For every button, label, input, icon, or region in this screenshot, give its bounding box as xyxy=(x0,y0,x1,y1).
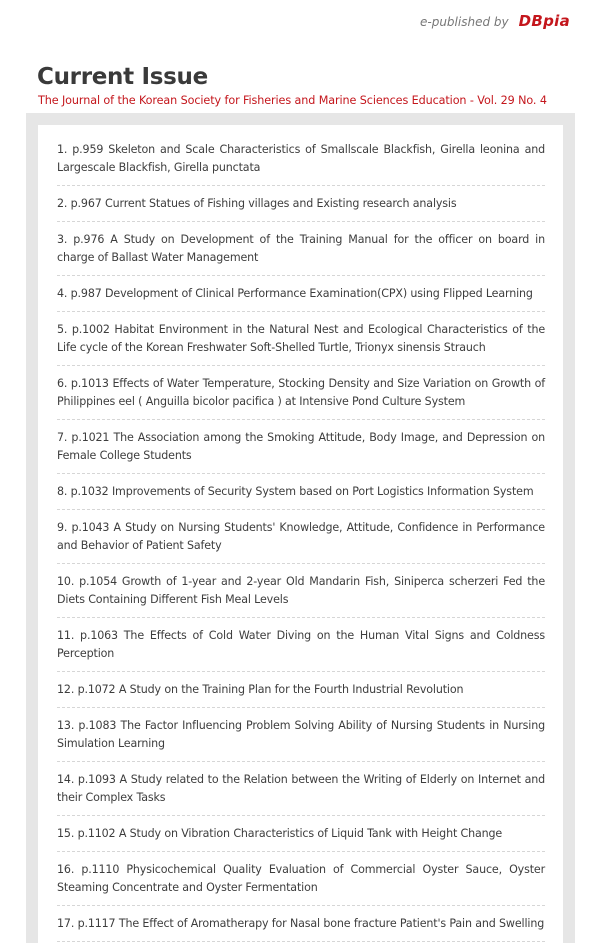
article-list-panel xyxy=(38,125,563,945)
article-item[interactable]: 14. p.1093 A Study related to the Relation between the Writing of Elderly on Internet and their Complex Tasks xyxy=(57,762,545,816)
article-item[interactable]: 15. p.1102 A Study on Vibration Characteristics of Liquid Tank with Height Change xyxy=(57,816,545,852)
article-item[interactable]: 1. p.959 Skeleton and Scale Characteristics of Smallscale Blackfish, Girella leonina and Largescale Blackfish, Girella punctata xyxy=(57,125,545,186)
article-item[interactable]: 7. p.1021 The Association among the Smoking Attitude, Body Image, and Depression on Female College Students xyxy=(57,420,545,474)
article-item[interactable]: 2. p.967 Current Statues of Fishing villages and Existing research analysis xyxy=(57,186,545,222)
article-item[interactable]: 12. p.1072 A Study on the Training Plan for the Fourth Industrial Revolution xyxy=(57,672,545,708)
e-published-by-label: e-published by xyxy=(419,15,509,29)
article-list xyxy=(57,125,545,942)
article-item[interactable]: 6. p.1013 Effects of Water Temperature, Stocking Density and Size Variation on Growth of Philippines eel ( Anguilla bicolor pacifica ) at Intensive Pond Culture System xyxy=(57,366,545,420)
journal-issue-line: The Journal of the Korean Society for Fisheries and Marine Sciences Education - Vol. 29 No. 4 xyxy=(38,94,547,107)
dbpia-logo[interactable]: DBpia xyxy=(518,12,570,30)
article-item[interactable]: 16. p.1110 Physicochemical Quality Evaluation of Commercial Oyster Sauce, Oyster Steaming Concentrate and Oyster Fermentation xyxy=(57,852,545,906)
article-item[interactable]: 8. p.1032 Improvements of Security System based on Port Logistics Information System xyxy=(57,474,545,510)
article-item[interactable]: 4. p.987 Development of Clinical Performance Examination(CPX) using Flipped Learning xyxy=(57,276,545,312)
article-item[interactable]: 9. p.1043 A Study on Nursing Students' Knowledge, Attitude, Confidence in Performance and Behavior of Patient Safety xyxy=(57,510,545,564)
article-item[interactable]: 13. p.1083 The Factor Influencing Problem Solving Ability of Nursing Students in Nursing Simulation Learning xyxy=(57,708,545,762)
publisher-bar xyxy=(420,12,570,30)
article-item[interactable]: 11. p.1063 The Effects of Cold Water Diving on the Human Vital Signs and Coldness Perception xyxy=(57,618,545,672)
article-item[interactable]: 3. p.976 A Study on Development of the Training Manual for the officer on board in charge of Ballast Water Management xyxy=(57,222,545,276)
article-item[interactable]: 17. p.1117 The Effect of Aromatherapy for Nasal bone fracture Patient's Pain and Swelling xyxy=(57,906,545,942)
article-item[interactable]: 10. p.1054 Growth of 1-year and 2-year Old Mandarin Fish, Siniperca scherzeri Fed the Diets Containing Different Fish Meal Levels xyxy=(57,564,545,618)
page-title: Current Issue xyxy=(37,64,208,90)
article-item[interactable]: 5. p.1002 Habitat Environment in the Natural Nest and Ecological Characteristics of the Life cycle of the Korean Freshwater Soft-Shelled Turtle, Trionyx sinensis Strauch xyxy=(57,312,545,366)
